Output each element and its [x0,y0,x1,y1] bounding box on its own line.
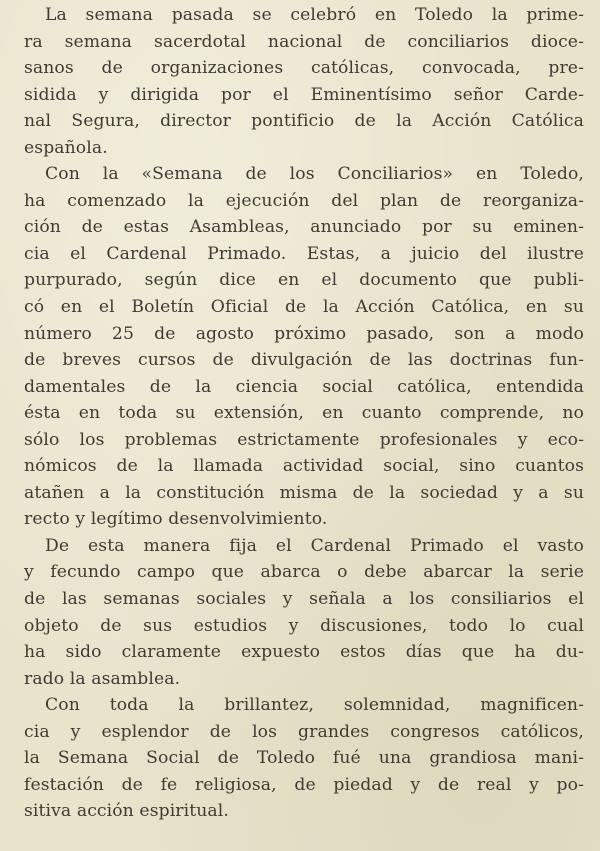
text-line: y fecundo campo que abarca o debe abarcar la serie [24,562,584,583]
text-line: ha comenzado la ejecución del plan de reorganiza- [24,190,584,211]
text-line: sitiva acción espiritual. [24,801,229,822]
text-line: sanos de organizaciones católicas, convocada, pre- [24,58,584,79]
text-line: ésta en toda su extensión, en cuanto comprende, no [24,403,584,424]
text-line: ra semana sacerdotal nacional de conciliarios dioce- [24,31,584,52]
article-text [24,2,584,825]
text-line: nal Segura, director pontificio de la Acción Católica [24,111,584,132]
text-line: ción de estas Asambleas, anunciado por su eminen- [24,217,584,238]
text-line: número 25 de agosto próximo pasado, son a modo [24,323,584,344]
text-line: Con toda la brillantez, solemnidad, magnificen- [45,695,584,716]
text-line: objeto de sus estudios y discusiones, todo lo cual [24,615,584,636]
text-line: nómicos de la llamada actividad social, sino cuantos [24,456,584,477]
text-line: cia y esplendor de los grandes congresos católicos, [24,721,584,742]
text-line: recto y legítimo desenvolvimiento. [24,509,328,530]
text-line: la Semana Social de Toledo fué una grandiosa mani- [24,748,584,769]
text-line: de breves cursos de divulgación de las doctrinas fun- [24,350,584,371]
text-line: atañen a la constitución misma de la sociedad y a su [24,482,584,503]
text-line: damentales de la ciencia social católica, entendida [24,376,584,397]
text-line: de las semanas sociales y señala a los consiliarios el [24,589,584,610]
text-line: ha sido claramente expuesto estos días que ha du- [24,642,584,663]
text-line: Con la «Semana de los Conciliarios» en Toledo, [45,164,584,185]
text-line: festación de fe religiosa, de piedad y de real y po- [24,774,584,795]
text-line: có en el Boletín Oficial de la Acción Católica, en su [24,297,584,318]
text-line: rado la asamblea. [24,668,181,689]
text-line: De esta manera fija el Cardenal Primado el vasto [45,535,584,556]
text-line: purpurado, según dice en el documento que publi- [24,270,584,291]
text-line: española. [24,137,108,158]
text-line: cia el Cardenal Primado. Estas, a juicio del ilustre [24,243,584,264]
text-line: sidida y dirigida por el Eminentísimo señor Carde- [24,84,584,105]
text-line: La semana pasada se celebró en Toledo la prime- [45,5,584,25]
text-line: sólo los problemas estrictamente profesionales y eco- [24,429,584,450]
